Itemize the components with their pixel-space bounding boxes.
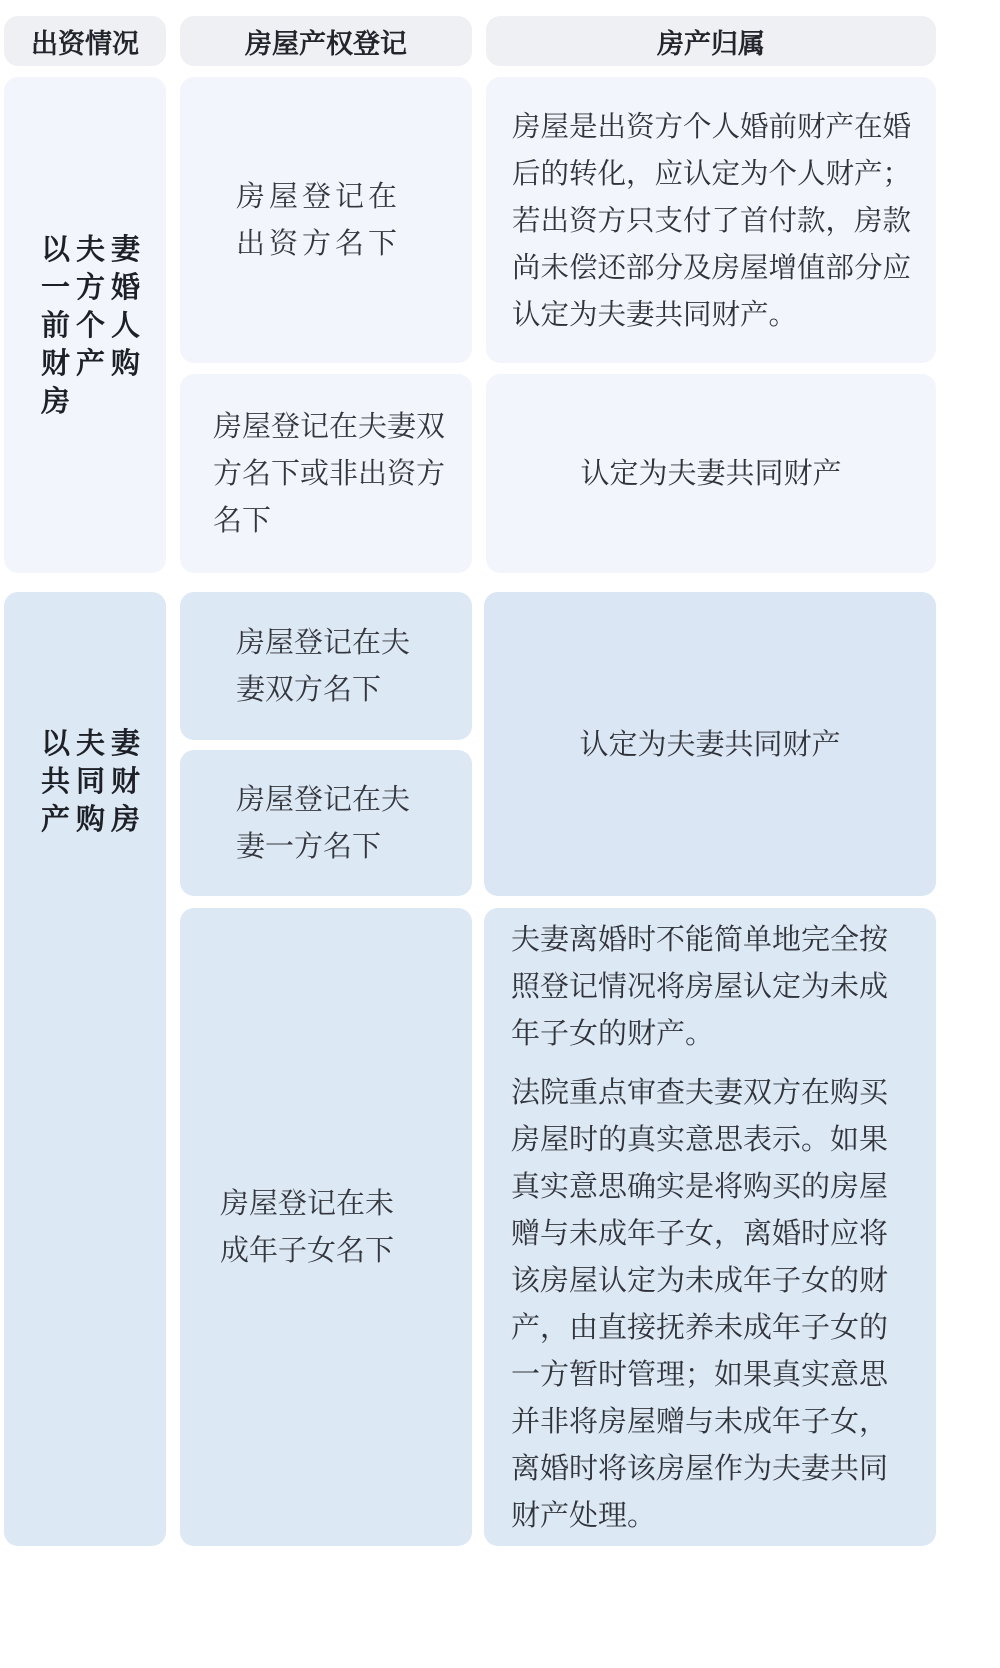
group2-label-cell (4, 592, 166, 1546)
group2-merged-ownership-text: 认定为夫妻共同财产 (579, 726, 841, 761)
group2-row3-ownership (484, 908, 936, 1546)
group1-row2-registration (180, 374, 472, 573)
header-funding-label: 出资情况 (31, 28, 139, 60)
group2-row3-ownership-text (511, 916, 901, 1539)
group1-row2-ownership (486, 374, 936, 573)
group2-row3-ownership-p1: 夫妻离婚时不能简单地完全按照登记情况将房屋认定为未成年子女的财产。 (511, 921, 889, 1050)
group2-row3-ownership-p2: 法院重点审查夫妻双方在购买房屋时的真实意思表示。如果真实意思确实是将购买的房屋赠与未成年子女，离婚时应将该房屋认定为未成年子女的财产，由直接抚养未成年子女的一方暂时管理；如果真实意思并非将房屋赠与未成年子女，离婚时将该房屋作为夫妻共同财产处理。 (511, 1074, 889, 1532)
header-ownership-label: 房产归属 (657, 28, 765, 60)
group2-row2-registration (180, 750, 472, 896)
group2-row1-registration (180, 592, 472, 740)
group1-row1-registration-text: 房屋登记在出资方名下 (236, 179, 402, 260)
header-registration-label: 房屋产权登记 (245, 28, 407, 60)
group1-label: 以夫妻一方婚前个人财产购房 (41, 232, 147, 418)
group2-label: 以夫妻共同财产购房 (41, 726, 147, 836)
group1-row1-registration (180, 77, 472, 363)
header-funding (4, 16, 166, 66)
group1-label-cell (4, 77, 166, 573)
group1-row2-registration-text: 房屋登记在夫妻双方名下或非出资方名下 (213, 409, 446, 537)
group2-row2-registration-text: 房屋登记在夫妻一方名下 (236, 782, 411, 863)
header-ownership (486, 16, 936, 66)
group2-row1-registration-text: 房屋登记在夫妻双方名下 (236, 625, 411, 706)
group1-row1-ownership (486, 77, 936, 363)
group2-merged-ownership (484, 592, 936, 896)
group2-row3-registration (180, 908, 472, 1546)
group1-row2-ownership-text: 认定为夫妻共同财产 (580, 456, 842, 490)
group1-row1-ownership-text: 房屋是出资方个人婚前财产在婚后的转化，应认定为个人财产；若出资方只支付了首付款，房款尚未偿还部分及房屋增值部分应认定为夫妻共同财产。 (512, 109, 912, 331)
group2-row3-registration-text: 房屋登记在未成年子女名下 (220, 1186, 395, 1267)
header-registration (180, 16, 472, 66)
